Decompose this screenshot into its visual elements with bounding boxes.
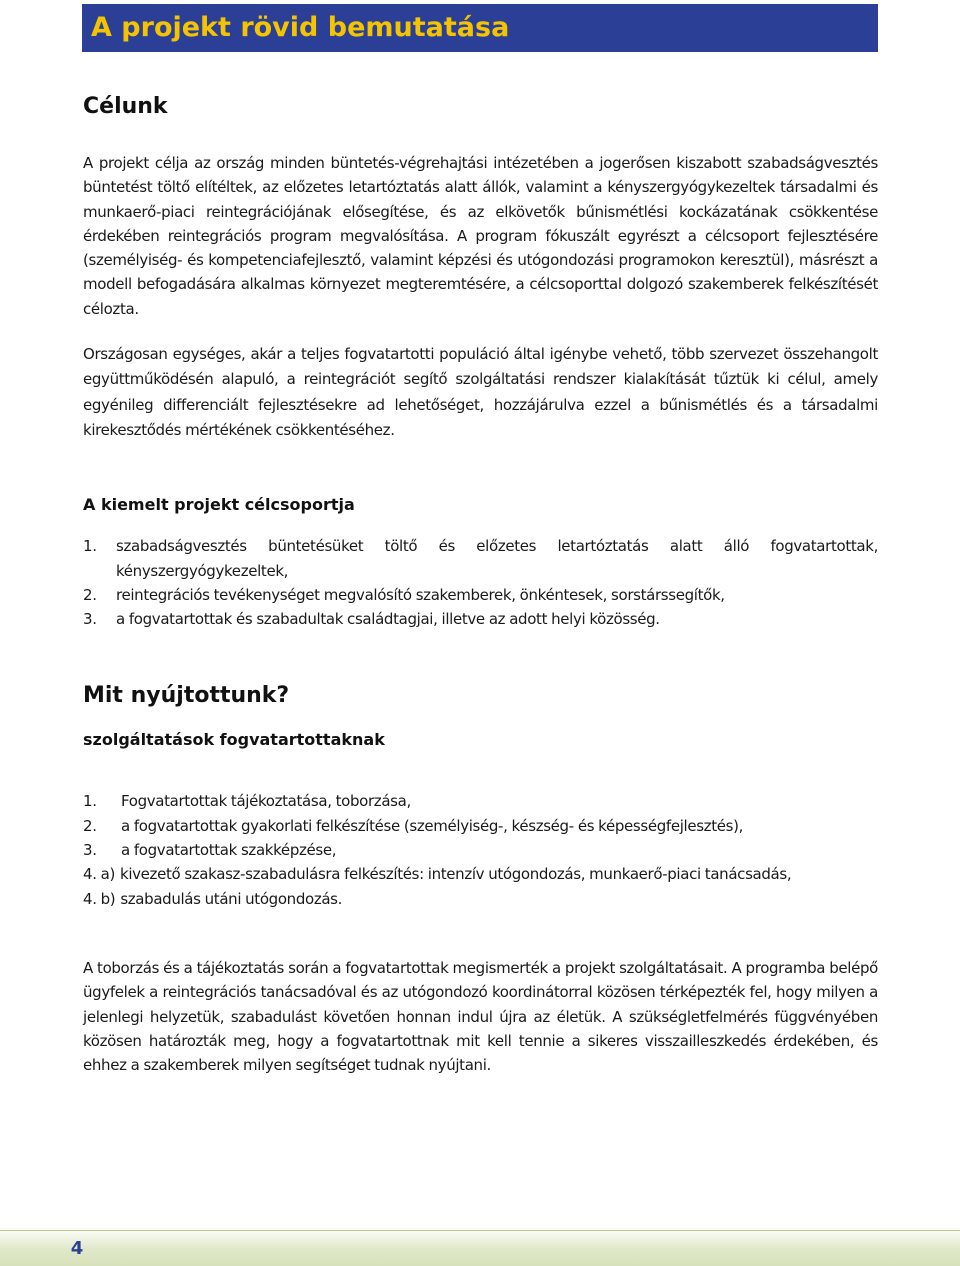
- paragraph-recruitment: A toborzás és a tájékoztatás során a fogvatartottak megismerték a projekt szolgáltatásait. A programba belépő ügyfelek a reintegrációs tanácsadóval és az utógondozó koordinátorral közösen térképezték fel, hogy milyen a jelenlegi helyzetük, szabadulást követően honnan indul újra az életük. A szükségletfelmérés függvényében közösen határozták meg, hogy a fogvatartottnak mit kell tennie a sikeres visszailleszkedés érdekében, és ehhez a szakemberek milyen segítséget tudnak nyújtani.: [83, 958, 878, 1075]
- list-item: [83, 607, 878, 631]
- list-item-number: 3.: [83, 610, 97, 629]
- list-item-text: kivezető szakasz-szabadulásra felkészítés: intenzív utógondozás, munkaerő-piaci tanácsadás,: [119, 865, 792, 884]
- heading-offer: Mit nyújtottunk?: [83, 683, 290, 709]
- list-item-text: szabadulás utáni utógondozás.: [120, 889, 343, 908]
- list-item: [83, 583, 878, 607]
- list-item: [83, 862, 878, 886]
- list-item: [83, 887, 878, 911]
- target-group-list: [83, 534, 878, 631]
- heading-target-group: A kiemelt projekt célcsoportja: [83, 495, 355, 515]
- services-list: [83, 789, 878, 910]
- list-item: [83, 534, 878, 583]
- list-item-number: 3.: [83, 841, 97, 860]
- list-item-text: a fogvatartottak szakképzése,: [121, 841, 337, 860]
- list-item-text: a fogvatartottak és szabadultak családtagjai, illetve az adott helyi közösség.: [116, 610, 660, 629]
- list-item-number: 2.: [83, 585, 97, 604]
- heading-celunk: Célunk: [83, 94, 168, 119]
- list-item: [83, 838, 878, 862]
- page-title: A projekt rövid bemutatása: [82, 4, 878, 52]
- list-item-text: Fogvatartottak tájékoztatása, toborzása,: [121, 792, 411, 811]
- paragraph-system: Országosan egységes, akár a teljes fogvatartotti populáció által igénybe vehető, több szervezet összehangolt együttműködésén alapuló, a reintegrációt segítő szolgáltatási rendszer kialakítását tűztük ki célul, amely egyénileg differenciált fejlesztésekre ad lehetőséget, hozzájárulva ezzel a bűnismétlés és a társadalmi kirekesztődés mértékének csökkentéséhez.: [83, 345, 878, 439]
- paragraph-goal: A projekt célja az ország minden büntetés-végrehajtási intézetében a jogerősen kiszabott szabadságvesztés büntetést töltő elítéltek, az előzetes letartóztatás alatt állók, valamint a kényszergyógykezeltek társadalmi és munkaerő-piaci reintegrációjának elősegítése, és az elkövetők bűnismétlési kockázatának csökkentése érdekében reintegrációs program megvalósítása. A program fókuszált egyrészt a célcsoport fejlesztésére (személyiség- és kompetenciafejlesztő, valamint képzési és utógondozási programokon keresztül), másrészt a modell befogadására alkalmas környezet megteremtésére, a célcsoporttal dolgozó szakemberek felkészítését célozta.: [83, 154, 878, 318]
- list-item-number: 1.: [83, 537, 97, 556]
- list-item-number: 4. b): [83, 889, 116, 908]
- footer-rule-line: [0, 1230, 960, 1231]
- list-item: [83, 814, 878, 838]
- list-item-number: 1.: [83, 792, 97, 811]
- list-item: [83, 789, 878, 813]
- list-item-text: reintegrációs tevékenységet megvalósító szakemberek, önkéntesek, sorstárssegítők,: [116, 585, 725, 604]
- subheading-services: szolgáltatások fogvatartottaknak: [83, 730, 385, 750]
- list-item-number: 2.: [83, 816, 97, 835]
- list-item-number: 4. a): [83, 865, 115, 884]
- footer-band: [0, 1226, 960, 1266]
- list-item-text: szabadságvesztés büntetésüket töltő és előzetes letartóztatás alatt álló fogvatartottak, kényszergyógykezeltek,: [116, 537, 878, 580]
- main-content: [83, 94, 878, 1077]
- page-number: 4: [70, 1238, 84, 1259]
- list-item-text: a fogvatartottak gyakorlati felkészítése (személyiség-, készség- és képességfejlesztés),: [121, 816, 743, 835]
